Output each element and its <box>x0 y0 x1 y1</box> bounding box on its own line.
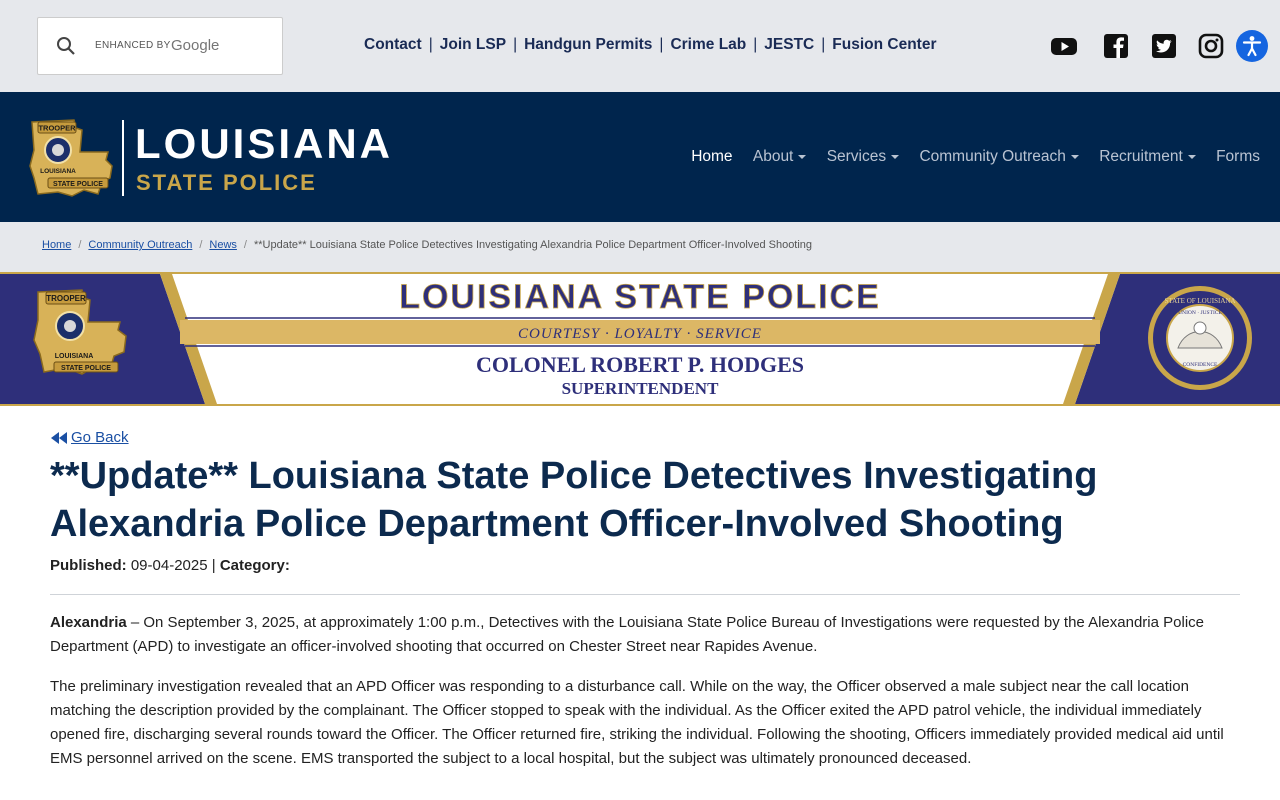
banner-role: SUPERINTENDENT <box>561 379 719 398</box>
link-join-lsp[interactable]: Join LSP <box>439 36 507 53</box>
article-paragraph-1: Alexandria – On September 3, 2025, at approximately 1:00 p.m., Detectives with the Louisiana State Police Bureau of Investigations were requested by the Alexandria Police Department (APD) to investigate an officer-involved shooting that occurred on Chester Street near Rapides Avenue. <box>50 614 1204 655</box>
badge-mid-text: LOUISIANA <box>40 168 76 175</box>
banner-motto: COURTESY · LOYALTY · SERVICE <box>518 326 762 342</box>
breadcrumb-home[interactable]: Home <box>42 239 72 251</box>
accessibility-icon[interactable] <box>1236 30 1268 62</box>
instagram-icon[interactable] <box>1198 33 1224 59</box>
published-date: 09-04-2025 <box>130 557 208 574</box>
breadcrumb-news[interactable]: News <box>209 239 237 251</box>
article-meta: Published: 09-04-2025 | Category: <box>50 557 290 574</box>
badge-top-text: TROOPER <box>38 123 76 133</box>
utility-bar <box>0 0 1280 92</box>
divider <box>50 594 1240 595</box>
dateline: Alexandria <box>50 614 127 631</box>
chevron-down-icon <box>798 155 806 159</box>
seal-bottom-text: CONFIDENCE <box>1182 362 1218 368</box>
banner-title: LOUISIANA STATE POLICE <box>399 278 881 316</box>
article-title: **Update** Louisiana State Police Detectives Investigating Alexandria Police Department Officer-Involved Shooting <box>50 455 1098 545</box>
banner-badge-mid-text: LOUISIANA <box>54 353 94 360</box>
nav-services[interactable]: Services <box>827 148 899 166</box>
banner-badge-top-text: TROOPER <box>46 294 86 303</box>
published-label: Published: <box>50 557 127 574</box>
lsp-banner <box>0 272 1280 406</box>
logo-subtitle[interactable]: STATE POLICE <box>136 170 317 195</box>
breadcrumb-community-outreach[interactable]: Community Outreach <box>88 239 193 251</box>
seal-text: STATE OF LOUISIANA <box>1164 297 1236 305</box>
search-input[interactable] <box>37 17 283 75</box>
article-paragraph-2: The preliminary investigation revealed that an APD Officer was responding to a disturbance call. While on the way, the Officer observed a male subject near the call location matching the description provided by the complainant. The Officer stopped to speak with the individual. As the Officer exited the APD patrol vehicle, the individual immediately opened fire, discharging several rounds toward the Officer. The Officer returned fire, striking the individual. Following the shooting, Officers immediately provided medical aid until EMS personnel arrived on the scene. EMS transported the subject to a local hospital, but the subject was ultimately pronounced deceased. <box>50 678 1224 767</box>
facebook-icon[interactable] <box>1103 33 1129 59</box>
logo-title[interactable]: LOUISIANA <box>135 120 393 167</box>
go-back-label: Go Back <box>71 429 129 446</box>
seal-motto: UNION · JUSTICE <box>1178 310 1222 316</box>
search-enhanced-label: ENHANCED BY <box>95 40 171 51</box>
banner-badge-bottom-text: STATE POLICE <box>61 365 111 372</box>
chevron-down-icon <box>1071 155 1079 159</box>
nav-home[interactable]: Home <box>691 148 733 165</box>
site-header <box>0 92 1280 222</box>
go-back-link[interactable] <box>50 429 129 446</box>
badge-bottom-text: STATE POLICE <box>53 181 103 188</box>
trooper-badge-logo[interactable] <box>28 116 116 198</box>
category-label: Category: <box>219 557 290 574</box>
search-icon[interactable] <box>56 36 76 56</box>
youtube-icon[interactable] <box>1051 33 1077 59</box>
chevron-down-icon <box>891 155 899 159</box>
link-handgun-permits[interactable]: Handgun Permits <box>524 36 653 53</box>
logo-divider <box>122 120 124 196</box>
double-back-arrow-icon <box>50 431 68 445</box>
link-crime-lab[interactable]: Crime Lab <box>670 36 747 53</box>
nav-community-outreach[interactable]: Community Outreach <box>919 148 1078 166</box>
link-contact[interactable]: Contact <box>364 36 422 53</box>
nav-recruitment[interactable]: Recruitment <box>1099 148 1196 166</box>
nav-about[interactable]: About <box>753 148 807 166</box>
breadcrumb: Home / Community Outreach / News / **Update** Louisiana State Police Detectives Investigating Alexandria Police Department Officer-Involved Shooting <box>0 222 1280 272</box>
banner-colonel: COLONEL ROBERT P. HODGES <box>475 352 805 377</box>
main-nav <box>675 148 1260 166</box>
google-wordmark: Google <box>171 37 220 54</box>
nav-forms[interactable]: Forms <box>1216 148 1260 165</box>
twitter-icon[interactable] <box>1151 33 1177 59</box>
chevron-down-icon <box>1188 155 1196 159</box>
breadcrumb-current: **Update** Louisiana State Police Detectives Investigating Alexandria Police Department Officer-Involved Shooting <box>253 239 813 251</box>
link-fusion-center[interactable]: Fusion Center <box>832 36 937 53</box>
link-jestc[interactable]: JESTC <box>764 36 815 53</box>
state-seal <box>1148 286 1252 390</box>
utility-links: Contact | Join LSP | Handgun Permits | Crime Lab | JESTC | Fusion Center <box>364 36 937 53</box>
